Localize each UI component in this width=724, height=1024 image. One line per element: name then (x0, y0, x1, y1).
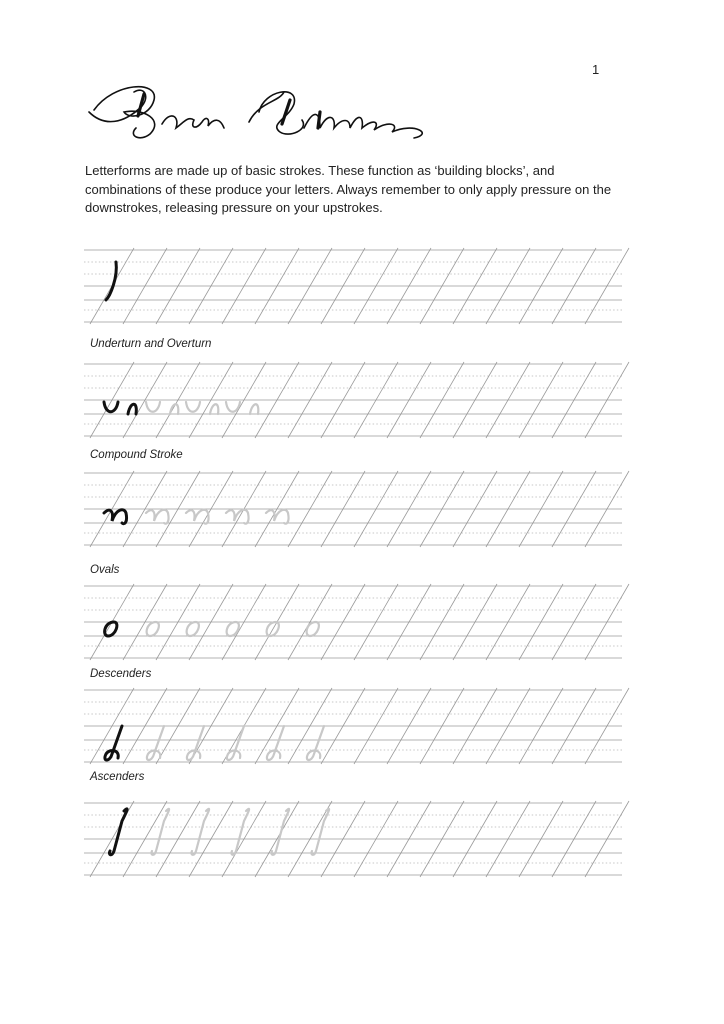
practice-grid (82, 356, 640, 442)
section-label: Descenders (90, 668, 152, 680)
intro-paragraph: Letterforms are made up of basic strokes. These function as ‘building blocks’, and combinations of these produce your letters. Always remember to only apply pressure on the downstrokes, releasing pressure on your upstrokes. (85, 163, 612, 215)
example-stroke (105, 726, 122, 760)
practice-grid (82, 682, 640, 768)
trace-stroke (271, 809, 289, 855)
page-number: 1 (592, 62, 600, 77)
example-stroke (104, 402, 136, 414)
trace-stroke (147, 622, 159, 636)
trace-stroke (191, 809, 209, 855)
trace-stroke (186, 510, 209, 524)
practice-grid (82, 465, 640, 551)
trace-stroke (307, 726, 324, 760)
trace-stroke (187, 622, 199, 636)
trace-stroke (231, 809, 249, 855)
title-lettering (84, 72, 444, 152)
practice-grid (82, 578, 640, 664)
trace-stroke (226, 510, 249, 524)
section-label: Ascenders (90, 771, 145, 783)
practice-grid (82, 242, 640, 328)
practice-grid (82, 795, 640, 881)
trace-stroke (307, 622, 319, 636)
trace-stroke (146, 510, 169, 524)
example-stroke (109, 809, 127, 855)
section-label: Compound Stroke (90, 449, 183, 461)
trace-stroke (151, 809, 169, 855)
section-label: Underturn and Overturn (90, 338, 212, 350)
trace-stroke (267, 726, 284, 760)
trace-stroke (227, 726, 244, 760)
section-label: Ovals (90, 564, 120, 576)
trace-stroke (186, 402, 218, 414)
